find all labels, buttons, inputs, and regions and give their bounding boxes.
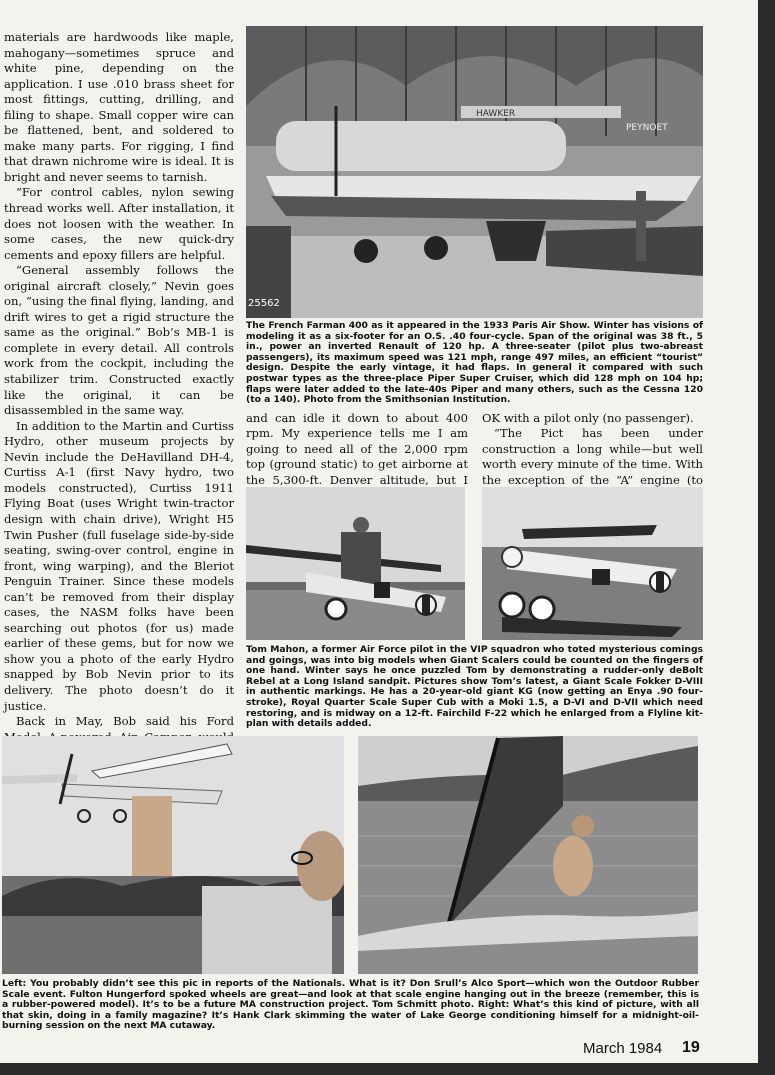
paragraph: In addition to the Martin and Curtiss Hydro, other museum projects by Nevin include the DeHavilland DH-4, Curtiss A-1 (first Navy hydro, two models constructed), Curtiss 1911 Flying Boat (uses Wright twin-tractor design with chain drive), Wright H5 Twin Pusher (full fuselage side-by-side seating, swing-over control, engine in front, wing warping), and the Bleriot Penguin Trainer. Since these models can’t be removed from their display cases, the NASM folks have been searching out photos (for us) made earlier of these gems, but for now we show you a photo of the early Hydro snapped by Bob Nevin prior to its delivery. The photo doesn’t do it justice. (4, 418, 234, 713)
fokker-caption: Tom Mahon, a former Air Force pilot in the VIP squadron who toted mysterious comings and goings, was into big models when Giant Scalers could be counted on the fingers of one hand. Winter says he once puzzled Tom by demonstrating a rudder-only deBolt Rebel at a Long Island sandpit. Pictures show Tom’s latest, a Giant Scale Fokker D-VIII in authentic markings. He has a 20-year-old giant KG (now getting an Enya .90 four-stroke), Royal Quarter Scale Super Cub with a Moki 1.5, a D-VI and D-VII which need restoring, and is midway on a 12-ft. Fairchild F-22 which he enlarged from a Flyline kit-plan with details added. (246, 644, 703, 730)
farman-airshow-photo (246, 26, 703, 318)
fokker-photo-right (482, 487, 703, 640)
paragraph: Back in May, Bob said his Ford (16, 714, 234, 729)
hall-sign-1: HAWKER (476, 109, 516, 119)
paragraph: “The Pict has been under construction a long while—but well worth every minute of the time. With the exception of the “A” engine (to (482, 426, 703, 487)
paragraph: materials are hardwoods like maple, mahogany—sometimes spruce and white pine, depending on the application. I use .010 brass sheet for most fittings, cutting, drilling, and filing to shape. Small copper wire can be flattened, bent, and soldered to make many parts. For rigging, I find that drawn nichrome wire is ideal. It is bright and never seems to tarnish. (4, 30, 234, 184)
windsurfer-photo (358, 736, 698, 974)
fokker-photo-left (246, 487, 465, 640)
paragraph: “For control cables, nylon sewing thread works well. After installation, it does not loosen with the weather. In some cases, the new quick-dry cements and epoxy fillers are helpful. (4, 185, 234, 262)
negative-number: 25562 (248, 298, 280, 309)
alco-sport-model-photo (2, 736, 344, 974)
paragraph: “General assembly follows the original aircraft closely,” Nevin goes on, “using the final flying, landing, and drift wires to get a rigid structure the same as the original.” Bob’s MB-1 is complete in every detail. All controls work from the cockpit, including the stabilizer trim. Constructed exactly like the original, it can be disassembled in the same way. (4, 263, 234, 418)
bottom-caption: Left: You probably didn’t see this pic in reports of the Nationals. What is it? Don Srull’s Alco Sport—which won the Outdoor Rubber Scale event. Fulton Hungerford spoked wheels are great—and look at that scale engine hanging out in the breeze (remember, this is a rubber-powered model). It’s to be a future MA construction project. Tom Schmitt photo. Right: What’s this kind of picture, with all that skin, doing in a family magazine? It’s Hank Clark skimming the water of Lake George conditioning himself for a midnight-oil-burning session on the next MA cutaway. (2, 978, 699, 1032)
farman-caption: The French Farman 400 as it appeared in the 1933 Paris Air Show. Winter has visions of modeling it as a six-footer for an O.S. .40 four-cycle. Span of the original was 38 ft., 5 in., power an inverted Renault of 120 hp. A three-seater (pilot plus two-abreast passengers), its maximum speed was 121 mph, range 497 miles, an efficient “tourist” design. Despite the early vintage, it had flaps. In general it compared with such postwar types as the three-place Piper Super Cruiser, which did 128 mph on 104 hp; flaps were later added to the late-40s Piper and many others, such as the Cessna 120 (to a 140). Photo from the Smithsonian Institution. (246, 320, 703, 406)
hall-sign-2: PEYNOET (626, 123, 668, 133)
paragraph: and can idle it down to about 400 rpm. My experience tells me I am going to need all of the 2,000 rpm top (ground static) to get airborne at the 5,300-ft. Denver altitude, but I (246, 411, 468, 487)
page-number: 19 (682, 1039, 700, 1056)
article-column-left (4, 30, 234, 854)
issue-date: March 1984 (583, 1040, 663, 1057)
paragraph: OK with a pilot only (no passenger). (482, 411, 694, 425)
